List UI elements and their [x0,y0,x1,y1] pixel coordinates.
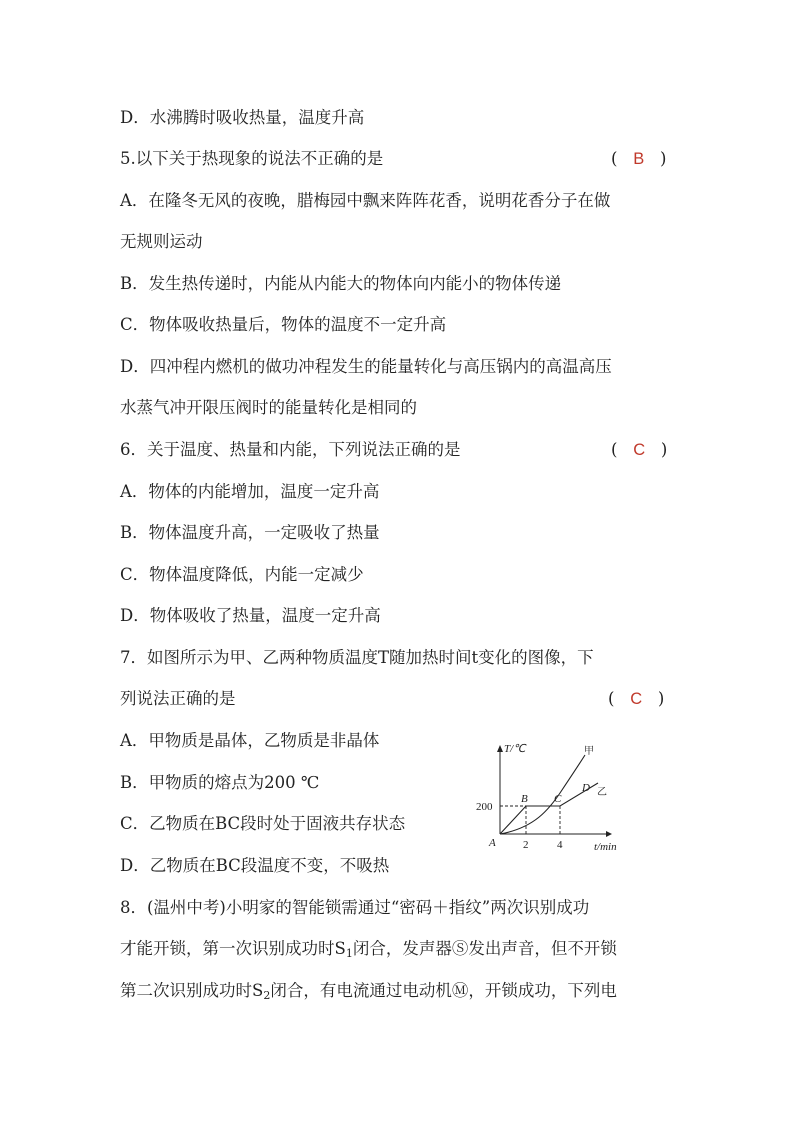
q6-option-d [120,604,381,628]
q7-stem-cont [120,687,236,711]
q5-option-d-cont [120,396,417,420]
q6-stem-text: 6．关于温度、热量和内能，下列说法正确的是 [120,440,461,459]
q5-option-b-text: B．发生热传递时，内能从内能大的物体向内能小的物体传递 [120,274,562,293]
q6-answer-letter: C [633,441,646,459]
q8-line3-part1: 第二次识别成功时S [120,981,264,1000]
switch-s1-subscript: 1 [345,947,353,960]
point-c-label: C [554,793,562,805]
q6-option-c-text: C．物体温度降低，内能一定减少 [120,565,364,584]
q7-option-d [120,854,389,878]
q7-option-a [120,729,379,753]
q7-answer [608,687,664,711]
curve-yi-label: 乙 [597,787,607,798]
temperature-time-graph [474,740,624,858]
q5-stem-text: 5.以下关于热现象的说法不正确的是 [120,149,384,168]
q5-option-a-cont [120,230,203,254]
q7-stem [120,646,594,670]
switch-s2-subscript: 2 [263,989,271,1002]
q4-option-d [120,106,364,130]
q5-answer-letter: B [633,150,645,168]
x-axis [500,831,612,837]
q5-option-a [120,189,610,213]
q7-option-a-text: A．甲物质是晶体，乙物质是非晶体 [120,731,380,750]
q7-option-b-text: B．甲物质的熔点为200 ℃ [120,773,320,792]
q5-option-c [120,313,446,337]
q6-answer-open: ( [611,440,618,459]
q7-answer-letter: C [630,690,643,708]
q6-stem [120,438,461,462]
q8-line2-part2: 闭合，发声器Ⓢ发出声音，但不开锁 [352,939,617,958]
q5-answer [611,147,666,171]
q6-option-a [120,480,379,504]
q7-option-b [120,771,319,795]
q4-option-d-text: D．水沸腾时吸收热量，温度升高 [120,108,365,127]
q8-stem-text: 8．(温州中考)小明家的智能锁需通过“密码＋指纹”两次识别成功 [120,898,590,917]
q5-stem [120,147,383,171]
q8-line2-part1: 才能开锁，第一次识别成功时S [120,939,346,958]
x-tick-4: 4 [557,839,563,851]
x-axis-label: t/min [594,841,617,853]
q5-option-b [120,272,561,296]
q6-answer-close: ) [660,440,668,459]
point-b-label: B [521,793,528,805]
x-tick-2: 2 [523,839,529,851]
q8-stem-line3 [120,979,617,1008]
q7-stem-cont-text: 列说法正确的是 [120,689,236,708]
y-axis [497,745,503,834]
q7-option-c [120,812,405,836]
q8-stem [120,896,589,920]
q6-option-d-text: D．物体吸收了热量，温度一定升高 [120,606,381,625]
curve-jia-label: 甲 [584,746,594,757]
y-tick-200: 200 [476,801,493,813]
q7-answer-open: ( [608,689,615,708]
q8-line3-part2: 闭合，有电流通过电动机Ⓜ，开锁成功，下列电 [270,981,617,1000]
q5-option-c-text: C．物体吸收热量后，物体的温度不一定升高 [120,315,447,334]
point-a-label: A [489,837,496,849]
y-axis-label: T/℃ [504,743,526,755]
q6-option-c [120,563,364,587]
q6-answer [611,438,667,462]
q5-option-d [120,355,612,379]
q7-answer-close: ) [657,689,665,708]
q6-option-b-text: B．物体温度升高，一定吸收了热量 [120,523,380,542]
q6-option-a-text: A．物体的内能增加，温度一定升高 [120,482,380,501]
q7-stem-text: 7．如图所示为甲、乙两种物质温度T随加热时间t变化的图像，下 [120,648,594,667]
q7-option-c-text: C．乙物质在BC段时处于固液共存状态 [120,814,406,833]
q5-option-d-text: D．四冲程内燃机的做功冲程发生的能量转化与高压锅内的高温高压 [120,357,612,376]
q5-answer-close: ) [659,149,667,168]
q8-stem-line2 [120,937,617,966]
q5-answer-open: ( [611,149,618,168]
curve-jia [500,755,585,834]
point-d-label: D [582,782,590,794]
q6-option-b [120,521,380,545]
q5-option-d-cont-text: 水蒸气冲开限压阀时的能量转化是相同的 [120,398,417,417]
q5-option-a-text: A．在隆冬无风的夜晚，腊梅园中飘来阵阵花香，说明花香分子在做 [120,191,611,210]
q5-option-a-cont-text: 无规则运动 [120,232,203,251]
q7-option-d-text: D．乙物质在BC段温度不变，不吸热 [120,856,390,875]
